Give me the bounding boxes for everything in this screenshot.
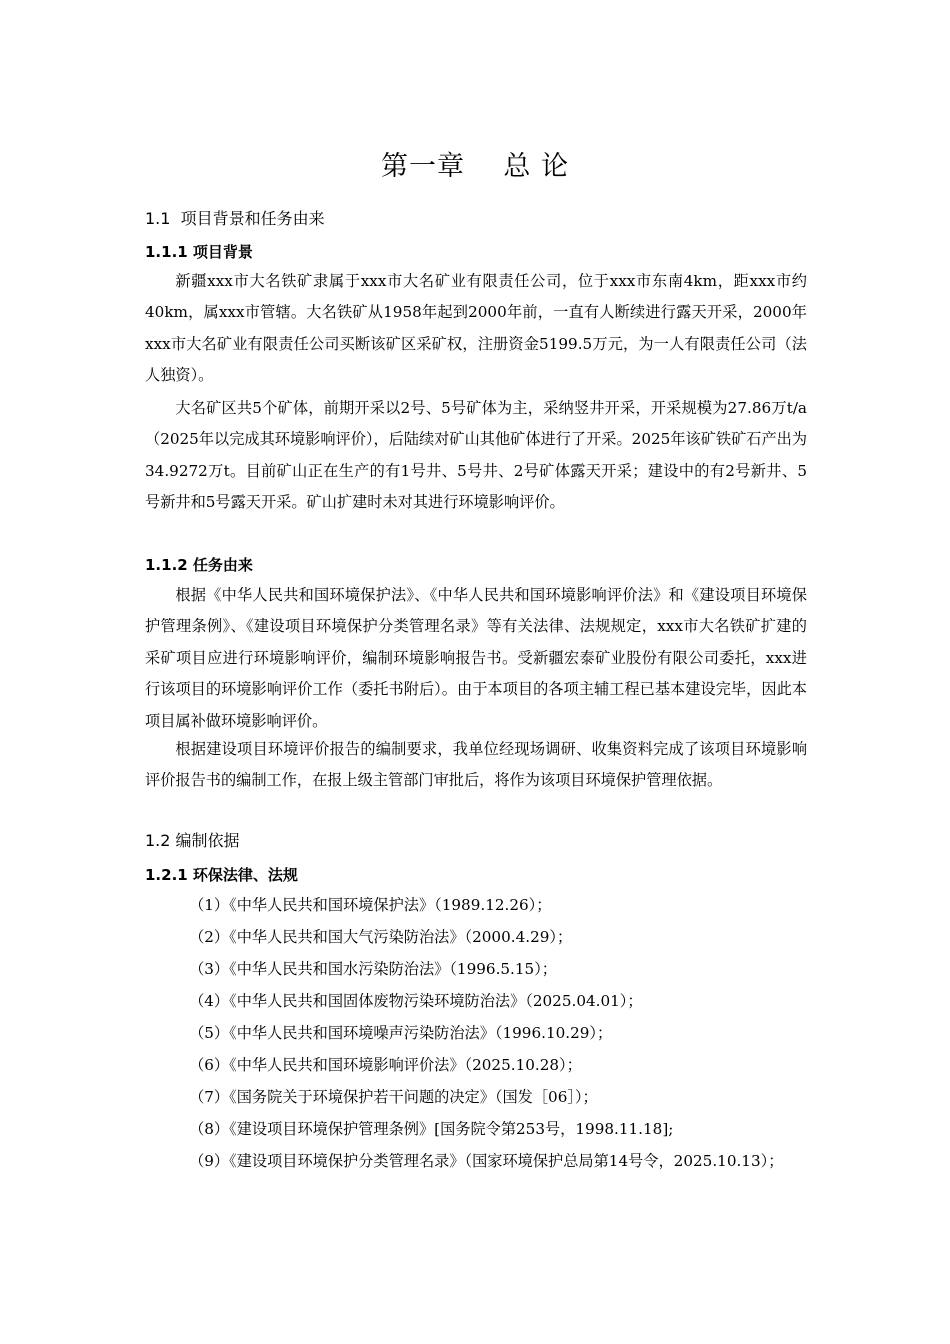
regulation-item: （4）《中华人民共和国固体废物污染环境防治法》（2025.04.01）； [189,992,643,1010]
regulation-item: （5）《中华人民共和国环境噪声污染防治法》（1996.10.29）； [189,1024,613,1042]
regulation-item: （3）《中华人民共和国水污染防治法》（1996.5.15）； [189,960,557,978]
regulation-item: （9）《建设项目环境保护分类管理名录》（国家环境保护总局第14号令，2025.10.13）； [189,1152,784,1170]
paragraph-project-background-2: 大名矿区共5个矿体，前期开采以2号、5号矿体为主，采纳竖井开采，开采规模为27.86万t/a（2025年以完成其环境影响评价），后陆续对矿山其他矿体进行了开采。2025年该矿铁矿石产出为34.9272万t。目前矿山正在生产的有1号井、5号井、2号矿体露天开采；建设中的有2号新井、5号新井和5号露天开采。矿山扩建时未对其进行环境影响评价。 [145,399,808,512]
regulation-item: （6）《中华人民共和国环境影响评价法》（2025.10.28）； [189,1056,582,1074]
section-heading-1-1-1: 1.1.1 项目背景 [145,243,253,261]
paragraph-task-origin-2: 根据建设项目环境评价报告的编制要求，我单位经现场调研、收集资料完成了该项目环境影响评价报告书的编制工作，在报上级主管部门审批后，将作为该项目环境保护管理依据。 [145,740,807,790]
chapter-title: 第一章 总 论 [381,151,569,182]
paragraph-project-background-1: 新疆xxx市大名铁矿隶属于xxx市大名矿业有限责任公司，位于xxx市东南4km，距xxx市约40km，属xxx市管辖。大名铁矿从1958年起到2000年前，一直有人断续进行露天开采，2000年xxx市大名矿业有限责任公司买断该矿区采矿权，注册资金5199.5万元，为一人有限责任公司（法人独资）。 [145,272,807,385]
paragraph-task-origin-1: 根据《中华人民共和国环境保护法》、《中华人民共和国环境影响评价法》和《建设项目环境保护管理条例》、《建设项目环境保护分类管理名录》等有关法律、法规规定，xxx市大名铁矿扩建的采矿项目应进行环境影响评价，编制环境影响报告书。受新疆宏泰矿业股份有限公司委托，xxx进行该项目的环境影响评价工作（委托书附后）。由于本项目的各项主辅工程已基本建设完毕，因此本项目属补做环境影响评价。 [145,586,807,730]
regulation-item: （1）《中华人民共和国环境保护法》（1989.12.26）； [189,896,552,914]
section-heading-1-2: 1.2 编制依据 [145,831,240,850]
regulation-item: （8）《建设项目环境保护管理条例》[国务院令第253号，1998.11.18]; [189,1120,674,1138]
regulation-item: （2）《中华人民共和国大气污染防治法》（2000.4.29）； [189,928,573,946]
section-heading-1-1: 1.1 项目背景和任务由来 [145,209,325,228]
section-heading-1-1-2: 1.1.2 任务由来 [145,556,253,574]
section-heading-1-2-1: 1.2.1 环保法律、法规 [145,866,298,884]
regulation-item: （7）《国务院关于环境保护若干问题的决定》（国发［06］）； [189,1088,598,1106]
